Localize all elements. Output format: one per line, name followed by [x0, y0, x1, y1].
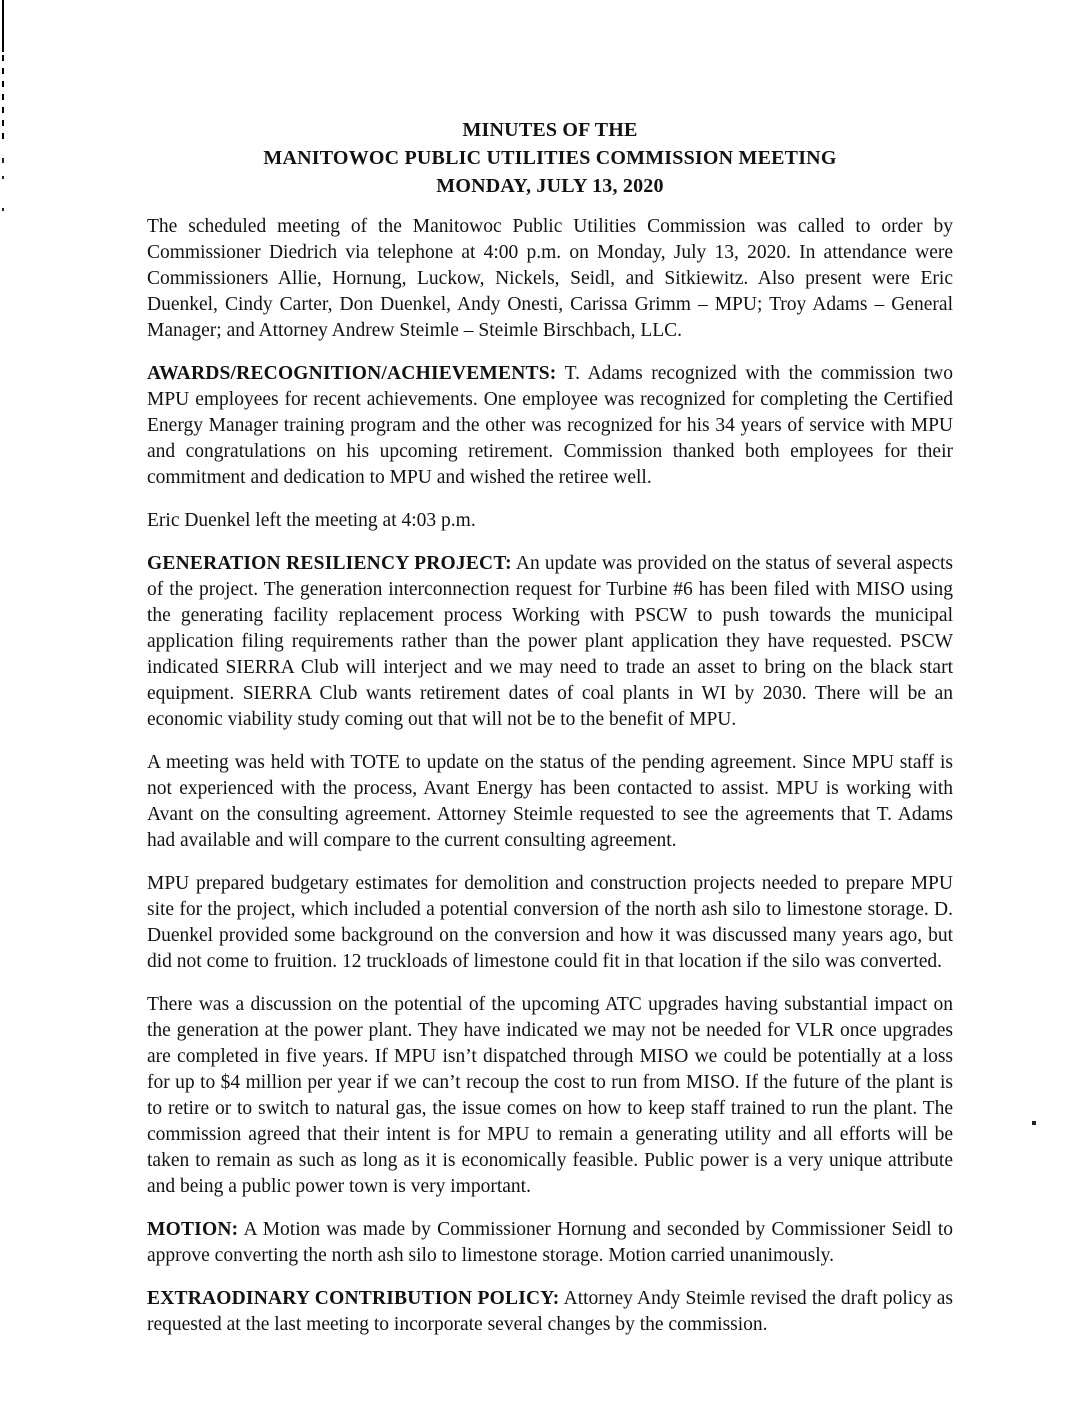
- paragraph-meeting-call-to-order: [147, 214, 953, 344]
- document-title: [147, 116, 953, 200]
- paragraph-text: MPU prepared budgetary estimates for demolition and construction projects needed to prepare MPU site for the project, which included a potential conversion of the north ash silo to limestone storage. D. Duenkel provided some background on the conversion and how it was discussed many years ago, but did not come to fruition. 12 truckloads of limestone could fit in that location if the silo was converted.: [147, 873, 953, 972]
- paragraph-tote-meeting: [147, 750, 953, 854]
- paragraph-text: There was a discussion on the potential of the upcoming ATC upgrades having substantial impact on the generation at the power plant. They have indicated we may not be needed for VLR once upgrades are completed in five years. If MPU isn’t dispatched through MISO we could be potentially at a loss for up to $4 million per year if we can’t recoup the cost to run from MISO. If the future of the plant is to retire or to switch to natural gas, the issue comes on how to keep staff trained to run the plant. The commission agreed that their intent is for MPU to remain a generating utility and all efforts will be taken to remain as such as long as it is economically feasible. Public power is a very unique attribute and being a public power town is very important.: [147, 994, 953, 1197]
- document-content: [147, 116, 953, 1355]
- title-line: MANITOWOC PUBLIC UTILITIES COMMISSION MEETING: [263, 147, 837, 169]
- paragraph-text: A Motion was made by Commissioner Hornung and seconded by Commissioner Seidl to approve converting the north ash silo to limestone storage. Motion carried unanimously.: [147, 1219, 953, 1266]
- paragraph-atc-upgrades-discussion: [147, 992, 953, 1200]
- paragraph-budgetary-estimates: [147, 871, 953, 975]
- title-line: MONDAY, JULY 13, 2020: [436, 175, 664, 197]
- scan-artifact-dot: [2, 208, 4, 211]
- scan-artifact-line: [2, 0, 4, 52]
- paragraph-text: An update was provided on the status of several aspects of the project. The generation interconnection request for Turbine #6 has been filed with MISO using the generating facility replacement process Working with PSCW to push towards the municipal application filing requirements rather than the power plant application they have requested. PSCW indicated SIERRA Club will interject and we may need to trade an asset to bring on the black start equipment. SIERRA Club wants retirement dates of coal plants in WI by 2030. There will be an economic viability study coming out that will not be to the benefit of MPU.: [147, 553, 953, 730]
- paragraph-text: Attorney Andy Steimle revised the draft policy as requested at the last meeting to incorporate several changes by the commission.: [147, 1288, 953, 1335]
- paragraph-heading: EXTRAODINARY CONTRIBUTION POLICY:: [147, 1288, 560, 1309]
- paragraph-heading: AWARDS/RECOGNITION/ACHIEVEMENTS:: [147, 363, 557, 384]
- paragraph-heading: MOTION:: [147, 1219, 239, 1240]
- title-line: MINUTES OF THE: [462, 119, 638, 141]
- paragraph-awards-recognition: [147, 361, 953, 491]
- scan-artifact-dot: [2, 176, 4, 179]
- paragraph-text: A meeting was held with TOTE to update on the status of the pending agreement. Since MPU staff is not experienced with the process, Avant Energy has been contacted to assist. MPU is working with Avant on the consulting agreement. Attorney Steimle requested to see the agreements that T. Adams had available and will compare to the current consulting agreement.: [147, 752, 953, 851]
- paragraph-text: The scheduled meeting of the Manitowoc Public Utilities Commission was called to order by Commissioner Diedrich via telephone at 4:00 p.m. on Monday, July 13, 2020. In attendance were Commissioners Allie, Hornung, Luckow, Nickels, Seidl, and Sitkiewitz. Also present were Eric Duenkel, Cindy Carter, Don Duenkel, Andy Onesti, Carissa Grimm – MPU; Troy Adams – General Manager; and Attorney Andrew Steimle – Steimle Birschbach, LLC.: [147, 216, 953, 341]
- paragraph-text: T. Adams recognized with the commission two MPU employees for recent achievements. One employee was recognized for completing the Certified Energy Manager training program and the other was recognized for his 34 years of service with MPU and congratulations on his upcoming retirement. Commission thanked both employees for their commitment and dedication to MPU and wished the retiree well.: [147, 363, 953, 488]
- paragraph-extraordinary-contribution-policy: [147, 1286, 953, 1338]
- scan-artifact-dot: [2, 158, 4, 163]
- paragraph-text: Eric Duenkel left the meeting at 4:03 p.m.: [147, 510, 476, 531]
- paragraph-motion: [147, 1217, 953, 1269]
- paragraph-duenkel-left: [147, 508, 953, 534]
- paragraph-generation-resiliency: [147, 551, 953, 733]
- scan-artifact-dashes: [2, 55, 4, 145]
- scan-speck: [1032, 1121, 1036, 1125]
- paragraph-heading: GENERATION RESILIENCY PROJECT:: [147, 553, 512, 574]
